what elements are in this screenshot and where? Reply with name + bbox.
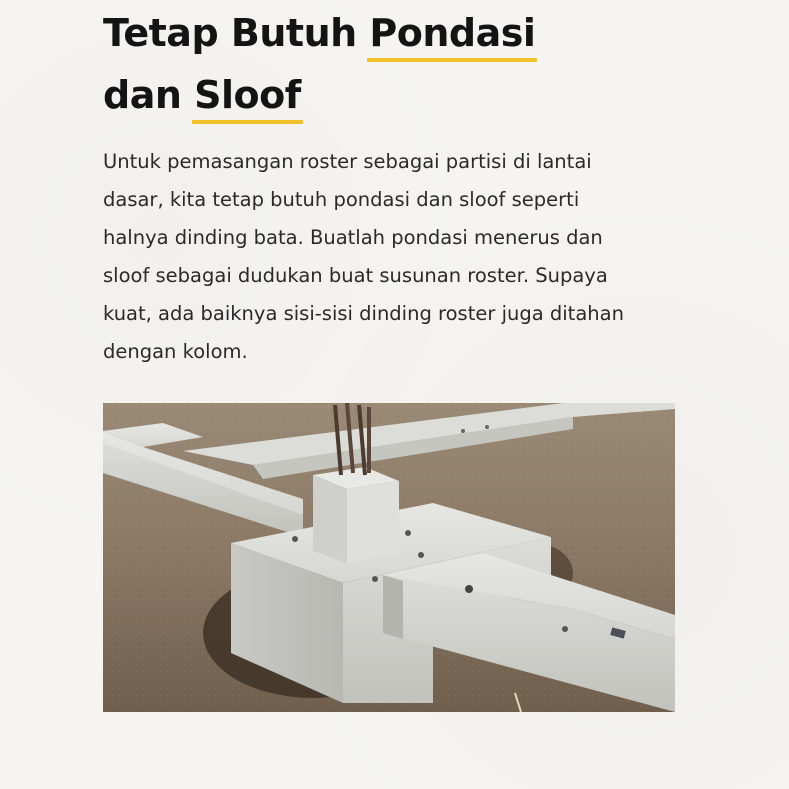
- foundation-photo-illustration: [103, 403, 675, 712]
- anchor-hole-6: [562, 626, 568, 632]
- title-line-2-prefix: dan: [103, 73, 195, 117]
- body-line-4: sloof sebagai dudukan buat susunan roster. Supaya: [103, 264, 608, 287]
- title-line-1: [103, 2, 535, 64]
- body-line-5: kuat, ada baiknya sisi-sisi dinding roster juga ditahan: [103, 302, 624, 325]
- body-paragraph: [103, 143, 703, 371]
- title-highlight-sloof: Sloof: [194, 64, 301, 126]
- anchor-hole-1: [292, 536, 298, 542]
- anchor-hole-5: [465, 585, 473, 593]
- anchor-hole-3: [418, 552, 424, 558]
- body-line-6: dengan kolom.: [103, 340, 248, 363]
- page-title: [103, 2, 535, 126]
- column-left: [313, 475, 347, 563]
- anchor-hole-8: [461, 429, 465, 433]
- title-line-1-prefix: Tetap Butuh: [103, 11, 370, 55]
- body-line-3: halnya dinding bata. Buatlah pondasi menerus dan: [103, 226, 603, 249]
- anchor-hole-2: [405, 530, 411, 536]
- column-front: [347, 481, 399, 563]
- anchor-hole-4: [372, 576, 378, 582]
- right-sloof-end: [383, 575, 403, 639]
- foundation-photo: [103, 403, 675, 712]
- anchor-hole-7: [485, 425, 489, 429]
- body-line-2: dasar, kita tetap butuh pondasi dan sloof seperti: [103, 188, 580, 211]
- body-line-1: Untuk pemasangan roster sebagai partisi di lantai: [103, 150, 592, 173]
- title-line-2: [103, 64, 535, 126]
- title-highlight-pondasi: Pondasi: [369, 2, 535, 64]
